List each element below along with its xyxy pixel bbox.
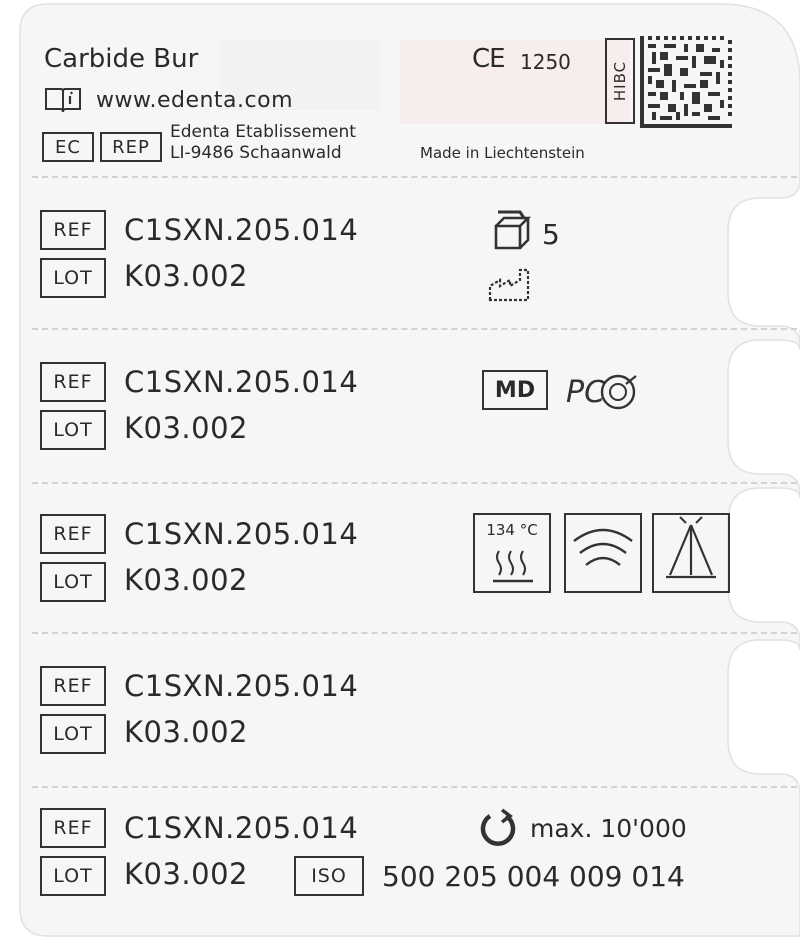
ce-number: 1250	[520, 50, 571, 74]
ref-number: C1SXN.205.014	[124, 811, 359, 845]
lot-box: LOT	[40, 258, 106, 298]
ref-number: C1SXN.205.014	[124, 365, 359, 399]
steam-waves-icon	[491, 547, 535, 587]
perforation-line	[32, 632, 797, 634]
perforation-line	[32, 176, 797, 178]
ref-box: REF	[40, 808, 106, 848]
package-quantity-icon	[490, 208, 534, 252]
iso-number: 500 205 004 009 014	[382, 860, 685, 893]
website-link[interactable]: www.edenta.com	[96, 88, 294, 113]
ref-box: REF	[40, 362, 106, 402]
max-speed: max. 10'000	[530, 814, 687, 843]
protect-from-light-icon	[652, 513, 730, 593]
lot-box: LOT	[40, 562, 106, 602]
perforation-line	[32, 328, 797, 330]
perforation-line	[32, 482, 797, 484]
pc-letters: PC	[566, 375, 606, 410]
hibc-box	[605, 38, 635, 124]
rotation-direction-icon	[476, 808, 520, 852]
sterilization-134c-icon	[473, 513, 551, 593]
ec-box: EC	[42, 132, 94, 162]
data-matrix-code	[640, 36, 732, 128]
ref-box: REF	[40, 210, 106, 250]
ref-number: C1SXN.205.014	[124, 669, 359, 703]
lot-number: K03.002	[124, 857, 248, 891]
rep-address: LI-9486 Schaanwald	[170, 143, 342, 163]
instructions-book-icon	[44, 86, 82, 114]
ref-number: C1SXN.205.014	[124, 213, 359, 247]
manufacture-date-factory-icon	[488, 268, 532, 302]
ce-mark: CE	[472, 44, 505, 74]
hibc-label: HIBC	[611, 60, 629, 102]
product-name: Carbide Bur	[44, 44, 199, 74]
lot-box: LOT	[40, 856, 106, 896]
lot-number: K03.002	[124, 715, 248, 749]
wireless-signal-icon	[564, 513, 642, 593]
perforation-line	[32, 786, 797, 788]
rep-box: REP	[100, 132, 162, 162]
made-in: Made in Liechtenstein	[420, 144, 585, 162]
rct-certification-icon	[560, 364, 642, 418]
ref-number: C1SXN.205.014	[124, 517, 359, 551]
lot-number: K03.002	[124, 259, 248, 293]
ref-box: REF	[40, 514, 106, 554]
ref-box: REF	[40, 666, 106, 706]
lot-number: K03.002	[124, 563, 248, 597]
lot-box: LOT	[40, 410, 106, 450]
package-quantity: 5	[542, 218, 560, 251]
rep-company: Edenta Etablissement	[170, 122, 356, 142]
md-box: MD	[482, 370, 548, 410]
iso-box: ISO	[294, 856, 364, 896]
lot-box: LOT	[40, 714, 106, 754]
sterilization-temperature: 134 °C	[486, 521, 538, 539]
lot-number: K03.002	[124, 411, 248, 445]
